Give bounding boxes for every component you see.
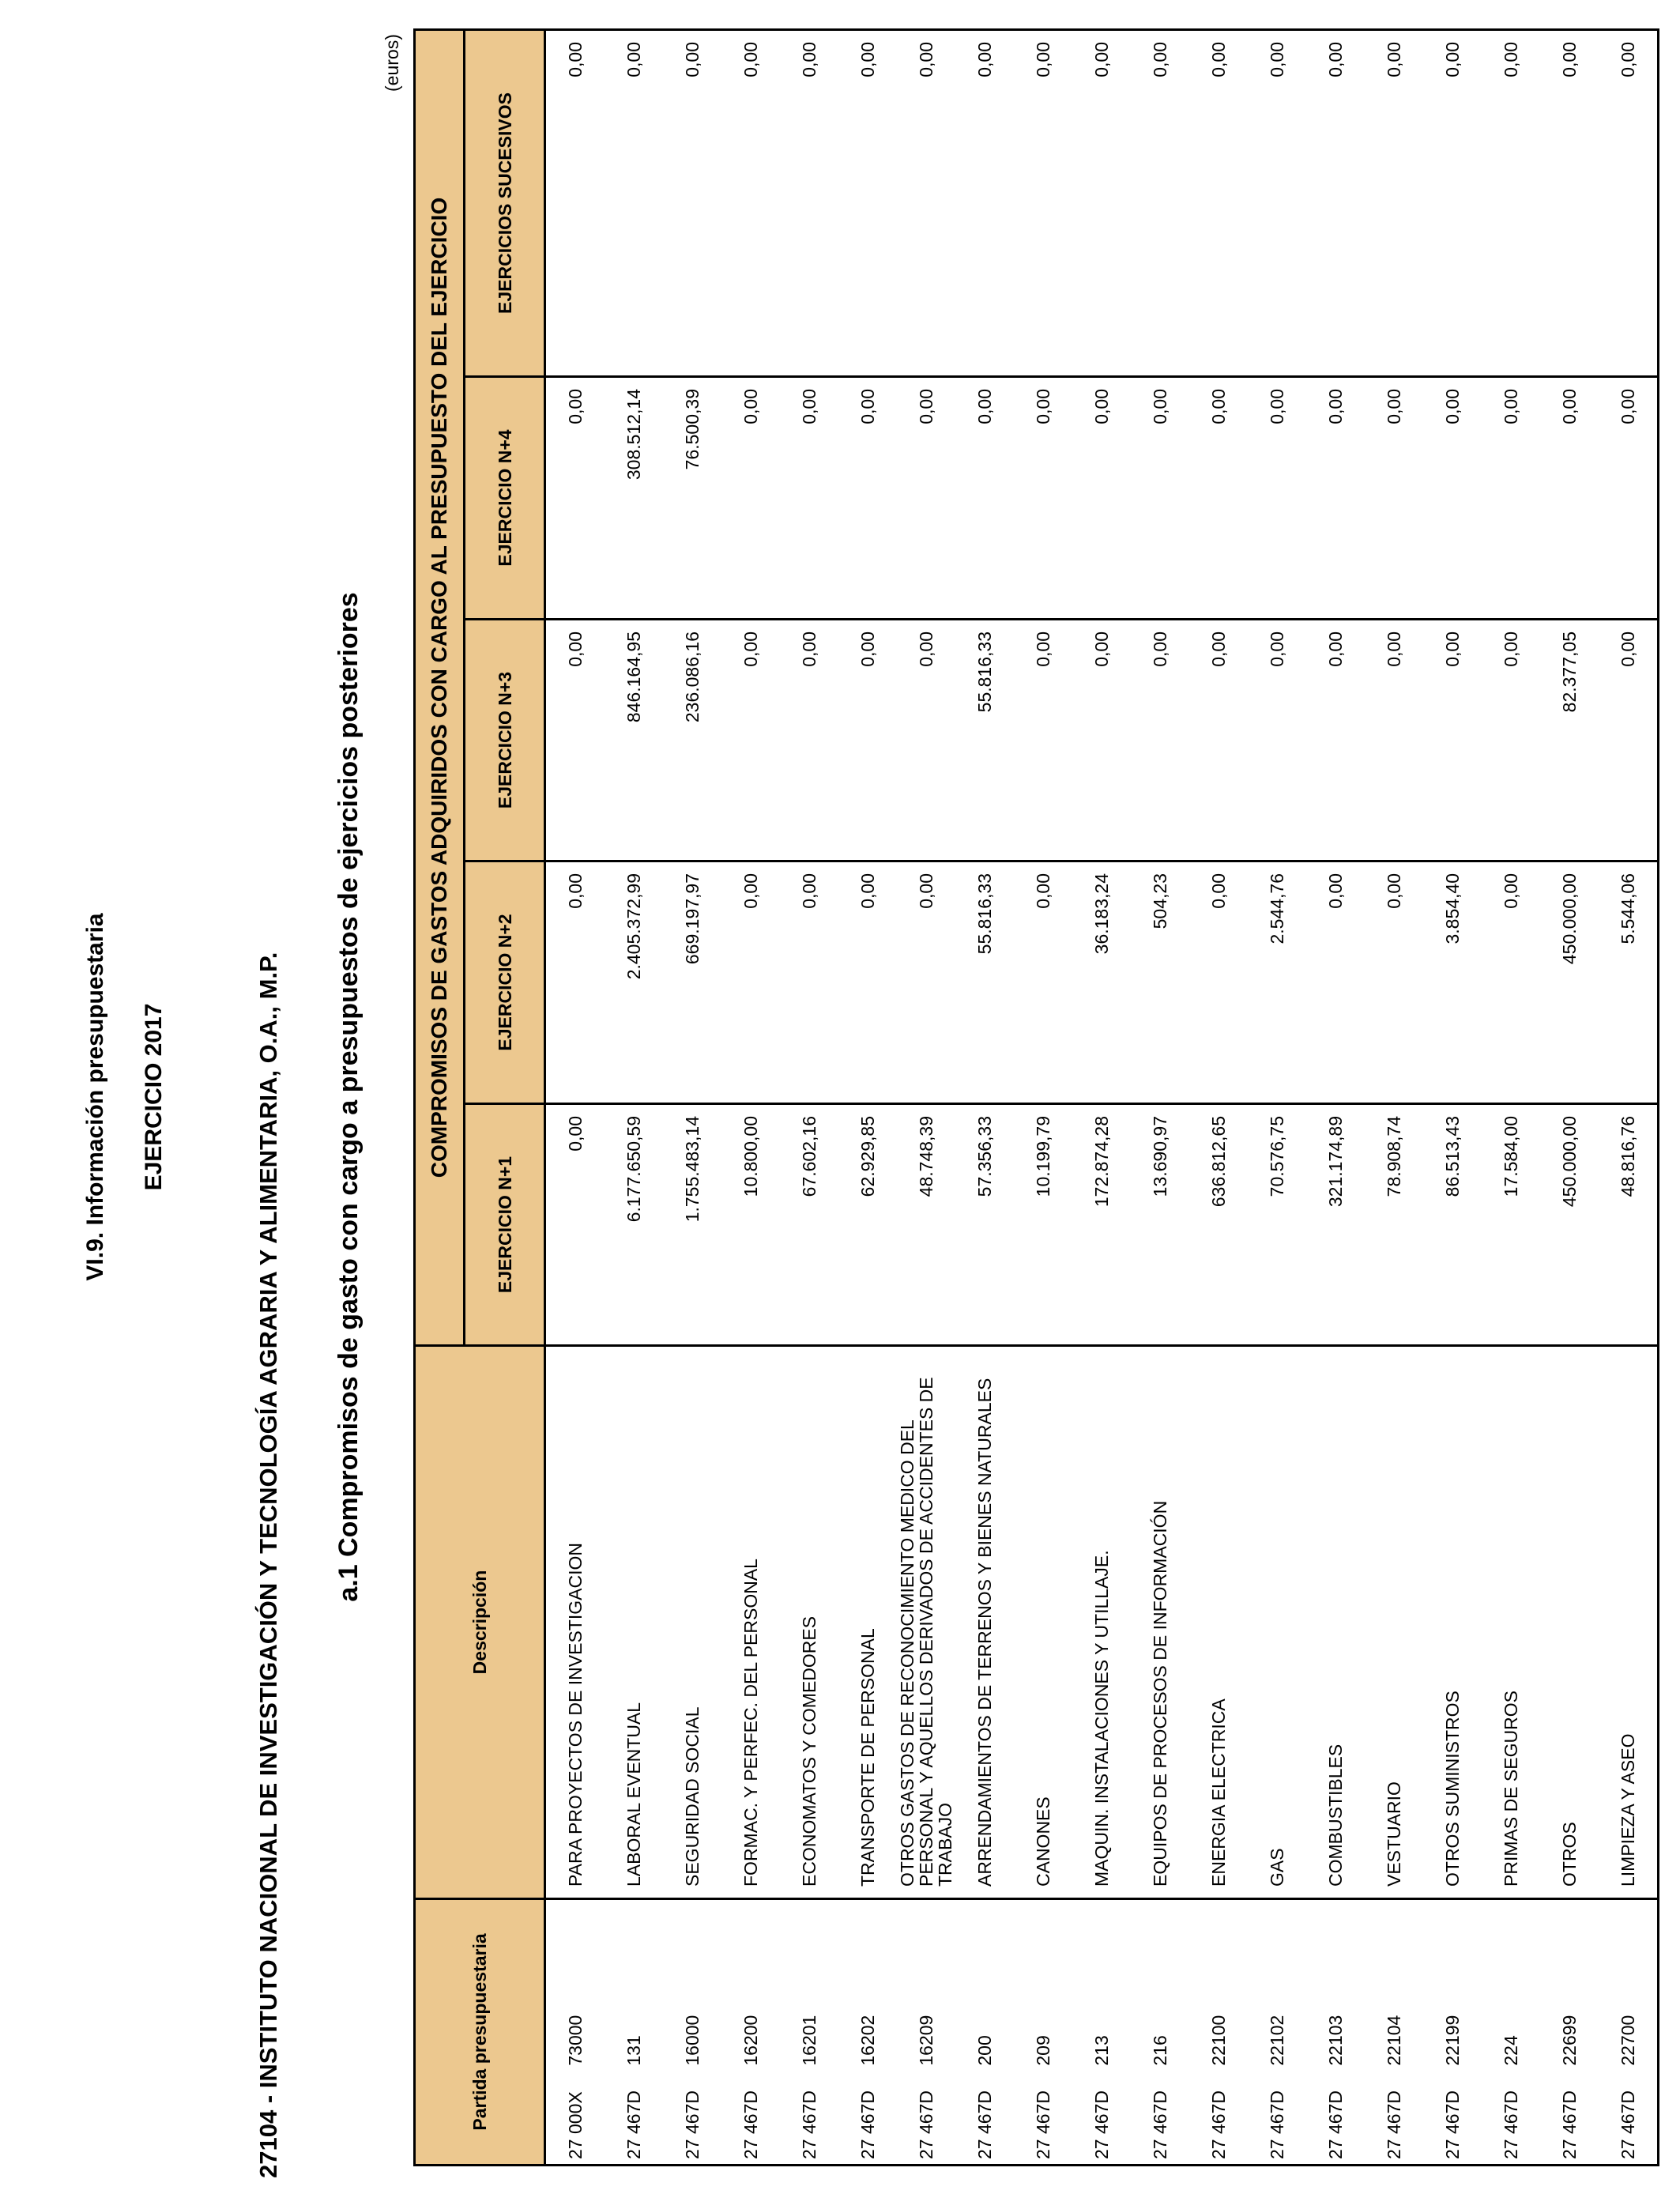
table-row xyxy=(545,30,605,2166)
n2-cell: 0,00 xyxy=(780,861,838,1104)
n4-cell: 0,00 xyxy=(1248,377,1306,620)
partida-concepto: 22103 xyxy=(1324,2015,1346,2066)
sucesivos-cell: 0,00 xyxy=(663,30,721,377)
partida-seccion: 27 xyxy=(681,2139,703,2159)
partida-seccion: 27 xyxy=(1207,2139,1229,2159)
partida-concepto: 22100 xyxy=(1207,2015,1229,2066)
partida-programa: 467D xyxy=(1441,2090,1463,2135)
partida-seccion: 27 xyxy=(1500,2139,1521,2159)
partida-seccion: 27 xyxy=(1266,2139,1287,2159)
partida-programa: 467D xyxy=(1383,2090,1404,2135)
n3-cell: 55.816,33 xyxy=(955,620,1014,861)
n4-cell: 0,00 xyxy=(1306,377,1365,620)
partida-cell xyxy=(1248,1899,1306,2166)
descripcion-cell: PARA PROYECTOS DE INVESTIGACION xyxy=(545,1346,605,1899)
partida-cell xyxy=(605,1899,663,2166)
partida-seccion: 27 xyxy=(798,2139,819,2159)
descripcion-cell: FORMAC. Y PERFEC. DEL PERSONAL xyxy=(721,1346,780,1899)
partida-concepto: 216 xyxy=(1149,2035,1170,2066)
n4-cell: 76.500,39 xyxy=(663,377,721,620)
partida-concepto: 16201 xyxy=(798,2015,819,2066)
sucesivos-cell: 0,00 xyxy=(1306,30,1365,377)
partida-concepto: 22700 xyxy=(1617,2015,1638,2066)
table-row xyxy=(1365,30,1423,2166)
descripcion-cell: MAQUIN. INSTALACIONES Y UTILLAJE. xyxy=(1072,1346,1131,1899)
descripcion-cell: COMBUSTIBLES xyxy=(1306,1346,1365,1899)
n2-cell: 2.544,76 xyxy=(1248,861,1306,1104)
n4-cell: 0,00 xyxy=(1131,377,1189,620)
partida-programa: 467D xyxy=(1207,2090,1229,2135)
partida-seccion: 27 xyxy=(1441,2139,1463,2159)
sucesivos-cell: 0,00 xyxy=(545,30,605,377)
partida-cell xyxy=(1482,1899,1540,2166)
partida-programa: 467D xyxy=(915,2090,936,2135)
sucesivos-cell: 0,00 xyxy=(1072,30,1131,377)
n2-cell: 0,00 xyxy=(1014,861,1072,1104)
n1-cell: 78.908,74 xyxy=(1365,1104,1423,1346)
n1-cell: 321.174,89 xyxy=(1306,1104,1365,1346)
table-row xyxy=(1189,30,1248,2166)
n1-cell: 57.356,33 xyxy=(955,1104,1014,1346)
n3-cell: 236.086,16 xyxy=(663,620,721,861)
sucesivos-cell: 0,00 xyxy=(1131,30,1189,377)
partida-cell xyxy=(1131,1899,1189,2166)
descripcion-cell: ENERGIA ELECTRICA xyxy=(1189,1346,1248,1899)
n3-cell: 0,00 xyxy=(1072,620,1131,861)
partida-concepto: 224 xyxy=(1500,2035,1521,2066)
n3-cell: 0,00 xyxy=(1131,620,1189,861)
sucesivos-cell: 0,00 xyxy=(897,30,955,377)
n2-cell: 0,00 xyxy=(1482,861,1540,1104)
descripcion-cell: PRIMAS DE SEGUROS xyxy=(1482,1346,1540,1899)
sucesivos-cell: 0,00 xyxy=(838,30,897,377)
n1-cell: 17.584,00 xyxy=(1482,1104,1540,1346)
header-partida: Partida presupuestaria xyxy=(415,1899,545,2166)
partida-cell xyxy=(1306,1899,1365,2166)
partida-seccion: 27 xyxy=(974,2139,995,2159)
partida-concepto: 209 xyxy=(1032,2035,1053,2066)
n4-cell: 0,00 xyxy=(780,377,838,620)
sucesivos-cell: 0,00 xyxy=(721,30,780,377)
descripcion-cell: LABORAL EVENTUAL xyxy=(605,1346,663,1899)
n3-cell: 0,00 xyxy=(1189,620,1248,861)
partida-cell xyxy=(545,1899,605,2166)
n1-cell: 450.000,00 xyxy=(1540,1104,1599,1346)
n2-cell: 669.197,97 xyxy=(663,861,721,1104)
n4-cell: 0,00 xyxy=(955,377,1014,620)
table-row xyxy=(1423,30,1482,2166)
n4-cell: 0,00 xyxy=(1365,377,1423,620)
partida-cell xyxy=(1072,1899,1131,2166)
n2-cell: 55.816,33 xyxy=(955,861,1014,1104)
section-heading: a.1 Compromisos de gasto con cargo a presupuestos de ejercicios posteriores xyxy=(333,592,363,1602)
n1-cell: 48.816,76 xyxy=(1599,1104,1659,1346)
sucesivos-cell: 0,00 xyxy=(1482,30,1540,377)
n3-cell: 0,00 xyxy=(838,620,897,861)
table-row xyxy=(955,30,1014,2166)
partida-seccion: 27 xyxy=(1617,2139,1638,2159)
partida-programa: 467D xyxy=(1558,2090,1580,2135)
n2-cell: 0,00 xyxy=(721,861,780,1104)
table-row xyxy=(605,30,663,2166)
partida-programa: 467D xyxy=(857,2090,878,2135)
n4-cell: 0,00 xyxy=(1189,377,1248,620)
n4-cell: 0,00 xyxy=(1072,377,1131,620)
header-sucesivos: EJERCICIOS SUCESIVOS xyxy=(465,30,545,377)
partida-programa: 467D xyxy=(974,2090,995,2135)
page-title: VI.9. Información presupuestaria xyxy=(82,913,108,1281)
partida-cell xyxy=(780,1899,838,2166)
n4-cell: 0,00 xyxy=(838,377,897,620)
n3-cell: 0,00 xyxy=(1306,620,1365,861)
n4-cell: 0,00 xyxy=(1482,377,1540,620)
sucesivos-cell: 0,00 xyxy=(955,30,1014,377)
n1-cell: 10.199,79 xyxy=(1014,1104,1072,1346)
n4-cell: 0,00 xyxy=(897,377,955,620)
partida-cell xyxy=(897,1899,955,2166)
partida-seccion: 27 xyxy=(915,2139,936,2159)
n4-cell: 0,00 xyxy=(1014,377,1072,620)
partida-programa: 467D xyxy=(1500,2090,1521,2135)
descripcion-cell: SEGURIDAD SOCIAL xyxy=(663,1346,721,1899)
partida-concepto: 131 xyxy=(623,2035,644,2066)
partida-cell xyxy=(663,1899,721,2166)
n2-cell: 0,00 xyxy=(897,861,955,1104)
partida-concepto: 22104 xyxy=(1383,2015,1404,2066)
table-row xyxy=(1131,30,1189,2166)
partida-programa: 467D xyxy=(1032,2090,1053,2135)
n2-cell: 0,00 xyxy=(1306,861,1365,1104)
n3-cell: 0,00 xyxy=(545,620,605,861)
n2-cell: 450.000,00 xyxy=(1540,861,1599,1104)
partida-concepto: 22199 xyxy=(1441,2015,1463,2066)
n4-cell: 0,00 xyxy=(1540,377,1599,620)
n2-cell: 0,00 xyxy=(545,861,605,1104)
organization-heading: 27104 - INSTITUTO NACIONAL DE INVESTIGACIÓN Y TECNOLOGÍA AGRARIA Y ALIMENTARIA, O.A., M.P. xyxy=(254,952,282,2178)
header-n2: EJERCICIO N+2 xyxy=(465,861,545,1104)
partida-programa: 467D xyxy=(1617,2090,1638,2135)
table-row xyxy=(1072,30,1131,2166)
partida-concepto: 16200 xyxy=(740,2015,761,2066)
partida-programa: 467D xyxy=(1090,2090,1112,2135)
n1-cell: 172.874,28 xyxy=(1072,1104,1131,1346)
descripcion-cell: GAS xyxy=(1248,1346,1306,1899)
table-row xyxy=(663,30,721,2166)
table-row xyxy=(1248,30,1306,2166)
n2-cell: 0,00 xyxy=(838,861,897,1104)
descripcion-cell: EQUIPOS DE PROCESOS DE INFORMACIÓN xyxy=(1131,1346,1189,1899)
sucesivos-cell: 0,00 xyxy=(1540,30,1599,377)
n3-cell: 0,00 xyxy=(780,620,838,861)
n1-cell: 636.812,65 xyxy=(1189,1104,1248,1346)
descripcion-cell: TRANSPORTE DE PERSONAL xyxy=(838,1346,897,1899)
partida-programa: 467D xyxy=(681,2090,703,2135)
n1-cell: 48.748,39 xyxy=(897,1104,955,1346)
n4-cell: 308.512,14 xyxy=(605,377,663,620)
partida-seccion: 27 xyxy=(1090,2139,1112,2159)
table-row xyxy=(1482,30,1540,2166)
n2-cell: 0,00 xyxy=(1189,861,1248,1104)
n1-cell: 86.513,43 xyxy=(1423,1104,1482,1346)
sucesivos-cell: 0,00 xyxy=(1248,30,1306,377)
partida-cell xyxy=(1540,1899,1599,2166)
sucesivos-cell: 0,00 xyxy=(780,30,838,377)
partida-programa: 467D xyxy=(740,2090,761,2135)
partida-concepto: 73000 xyxy=(564,2015,586,2066)
n4-cell: 0,00 xyxy=(1599,377,1659,620)
n2-cell: 2.405.372,99 xyxy=(605,861,663,1104)
n3-cell: 0,00 xyxy=(1423,620,1482,861)
sucesivos-cell: 0,00 xyxy=(1599,30,1659,377)
descripcion-cell: OTROS SUMINISTROS xyxy=(1423,1346,1482,1899)
header-n1: EJERCICIO N+1 xyxy=(465,1104,545,1346)
table-row xyxy=(721,30,780,2166)
fiscal-year: EJERCICIO 2017 xyxy=(141,1003,167,1191)
partida-programa: 467D xyxy=(1266,2090,1287,2135)
n1-cell: 67.602,16 xyxy=(780,1104,838,1346)
descripcion-cell: OTROS xyxy=(1540,1346,1599,1899)
partida-concepto: 213 xyxy=(1090,2035,1112,2066)
partida-seccion: 27 xyxy=(740,2139,761,2159)
descripcion-cell: ECONOMATOS Y COMEDORES xyxy=(780,1346,838,1899)
partida-concepto: 16202 xyxy=(857,2015,878,2066)
table-row xyxy=(1540,30,1599,2166)
header-n3: EJERCICIO N+3 xyxy=(465,620,545,861)
table-row xyxy=(838,30,897,2166)
n2-cell: 3.854,40 xyxy=(1423,861,1482,1104)
sucesivos-cell: 0,00 xyxy=(1189,30,1248,377)
partida-concepto: 22699 xyxy=(1558,2015,1580,2066)
partida-seccion: 27 xyxy=(623,2139,644,2159)
partida-cell xyxy=(1599,1899,1659,2166)
n2-cell: 36.183,24 xyxy=(1072,861,1131,1104)
sucesivos-cell: 0,00 xyxy=(1423,30,1482,377)
partida-cell xyxy=(1189,1899,1248,2166)
partida-programa: 467D xyxy=(623,2090,644,2135)
n3-cell: 0,00 xyxy=(1248,620,1306,861)
partida-programa: 467D xyxy=(1324,2090,1346,2135)
n1-cell: 62.929,85 xyxy=(838,1104,897,1346)
partida-cell xyxy=(955,1899,1014,2166)
partida-concepto: 16209 xyxy=(915,2015,936,2066)
n3-cell: 0,00 xyxy=(897,620,955,861)
partida-seccion: 27 xyxy=(1383,2139,1404,2159)
n2-cell: 0,00 xyxy=(1365,861,1423,1104)
n1-cell: 13.690,97 xyxy=(1131,1104,1189,1346)
sucesivos-cell: 0,00 xyxy=(1365,30,1423,377)
currency-unit: (euros) xyxy=(382,34,402,92)
n3-cell: 82.377,05 xyxy=(1540,620,1599,861)
n1-cell: 1.755.483,14 xyxy=(663,1104,721,1346)
n3-cell: 0,00 xyxy=(1014,620,1072,861)
partida-cell xyxy=(1423,1899,1482,2166)
table-row xyxy=(897,30,955,2166)
table-row xyxy=(780,30,838,2166)
n2-cell: 5.544,06 xyxy=(1599,861,1659,1104)
header-n4: EJERCICIO N+4 xyxy=(465,377,545,620)
partida-seccion: 27 xyxy=(857,2139,878,2159)
partida-seccion: 27 xyxy=(1032,2139,1053,2159)
n3-cell: 0,00 xyxy=(1482,620,1540,861)
n3-cell: 0,00 xyxy=(1599,620,1659,861)
partida-seccion: 27 xyxy=(1149,2139,1170,2159)
partida-seccion: 27 xyxy=(564,2139,586,2159)
partida-programa: 467D xyxy=(798,2090,819,2135)
n1-cell: 6.177.650,59 xyxy=(605,1104,663,1346)
table-row xyxy=(1014,30,1072,2166)
n1-cell: 10.800,00 xyxy=(721,1104,780,1346)
partida-cell xyxy=(721,1899,780,2166)
partida-cell xyxy=(838,1899,897,2166)
n4-cell: 0,00 xyxy=(721,377,780,620)
partida-programa: 000X xyxy=(564,2091,586,2135)
n1-cell: 70.576,75 xyxy=(1248,1104,1306,1346)
commitments-table xyxy=(413,28,1659,2166)
n2-cell: 504,23 xyxy=(1131,861,1189,1104)
table-row xyxy=(1599,30,1659,2166)
n3-cell: 846.164,95 xyxy=(605,620,663,861)
partida-seccion: 27 xyxy=(1558,2139,1580,2159)
partida-concepto: 22102 xyxy=(1266,2015,1287,2066)
partida-cell xyxy=(1365,1899,1423,2166)
n4-cell: 0,00 xyxy=(545,377,605,620)
n1-cell: 0,00 xyxy=(545,1104,605,1346)
descripcion-cell: VESTUARIO xyxy=(1365,1346,1423,1899)
partida-programa: 467D xyxy=(1149,2090,1170,2135)
descripcion-cell: LIMPIEZA Y ASEO xyxy=(1599,1346,1659,1899)
descripcion-cell: CANONES xyxy=(1014,1346,1072,1899)
sucesivos-cell: 0,00 xyxy=(1014,30,1072,377)
n3-cell: 0,00 xyxy=(721,620,780,861)
sucesivos-cell: 0,00 xyxy=(605,30,663,377)
n3-cell: 0,00 xyxy=(1365,620,1423,861)
n4-cell: 0,00 xyxy=(1423,377,1482,620)
descripcion-cell: ARRENDAMIENTOS DE TERRENOS Y BIENES NATURALES xyxy=(955,1346,1014,1899)
table-row xyxy=(1306,30,1365,2166)
partida-concepto: 200 xyxy=(974,2035,995,2066)
header-compromisos-group: COMPROMISOS DE GASTOS ADQUIRIDOS CON CARGO AL PRESUPUESTO DEL EJERCICIO xyxy=(415,30,465,1346)
partida-concepto: 16000 xyxy=(681,2015,703,2066)
descripcion-cell: OTROS GASTOS DE RECONOCIMIENTO MEDICO DEL PERSONAL Y AQUELLOS DERIVADOS DE ACCIDENTES DE TRABAJO xyxy=(897,1346,955,1899)
partida-seccion: 27 xyxy=(1324,2139,1346,2159)
partida-cell xyxy=(1014,1899,1072,2166)
header-descripcion: Descripción xyxy=(415,1346,545,1899)
